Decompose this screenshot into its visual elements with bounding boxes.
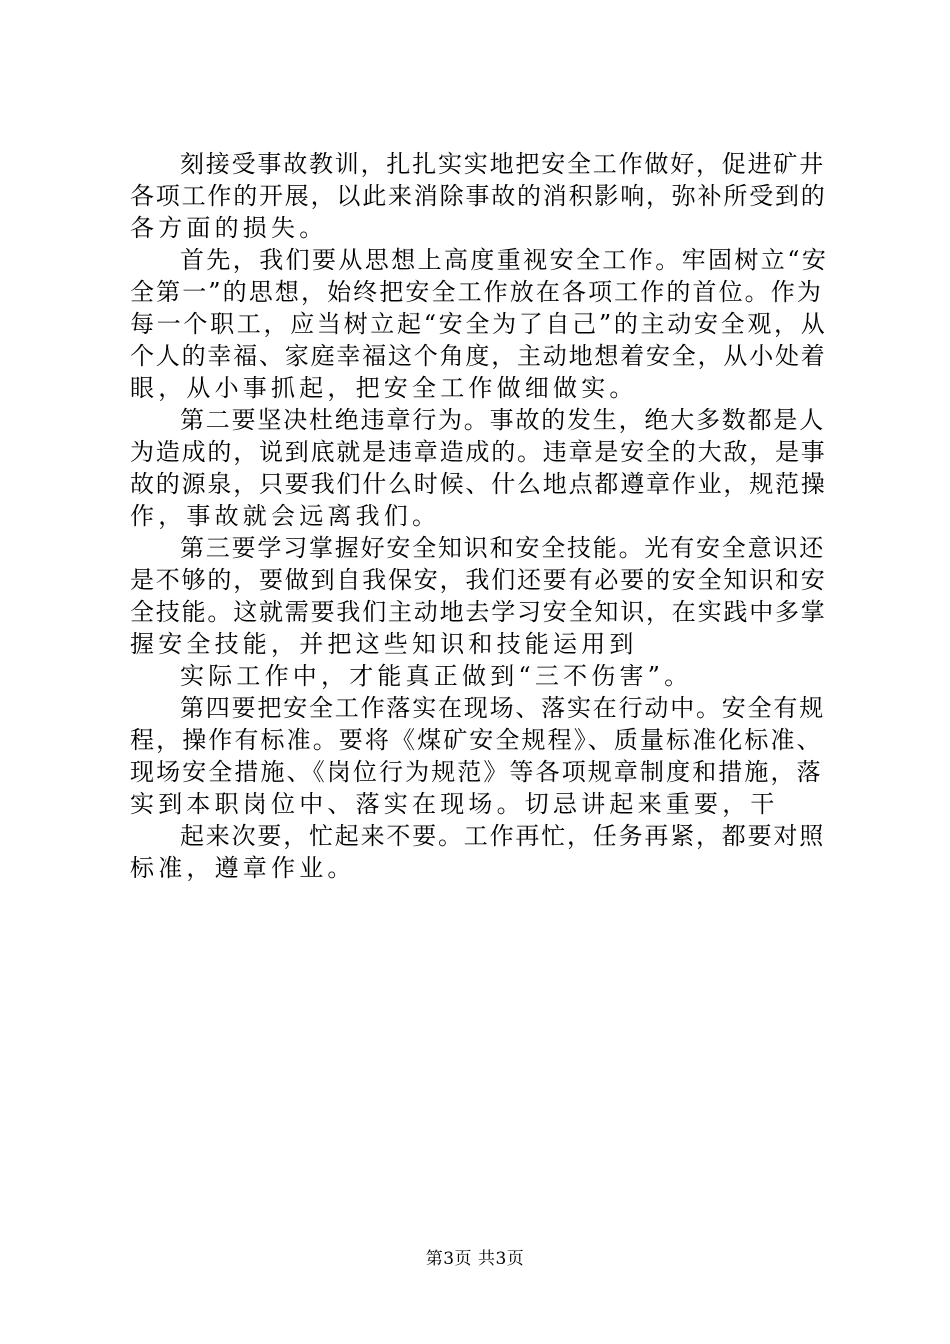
- text-line: 第四要把安全工作落实在现场、落实在行动中。安全有规: [180, 694, 825, 722]
- text-line: 标准，遵章作业。: [130, 854, 356, 882]
- page-footer: 第3页 共3页: [425, 1249, 525, 1269]
- text-line: 故的源泉，只要我们什么时候、什么地点都遵章作业，规范操: [130, 470, 827, 498]
- text-line: 各方面的损失。: [130, 214, 328, 242]
- text-line: 实到本职岗位中、落实在现场。切忌讲起来重要，干: [130, 790, 779, 818]
- text-line: 实际工作中，才能真正做到“三不伤害”。: [180, 662, 693, 690]
- text-line: 个人的幸福、家庭幸福这个角度，主动地想着安全，从小处着: [130, 342, 827, 370]
- text-line: 第二要坚决杜绝违章行为。事故的发生，绝大多数都是人: [180, 406, 825, 434]
- text-line: 全第一”的思想，始终把安全工作放在各项工作的首位。作为: [130, 278, 823, 306]
- text-line: 程，操作有标准。要将《煤矿安全规程》、质量标准化标准、: [130, 726, 823, 754]
- text-line: 各项工作的开展，以此来消除事故的消积影响，弥补所受到的: [130, 182, 827, 210]
- text-line: 起来次要，忙起来不要。工作再忙，任务再紧，都要对照: [180, 822, 825, 850]
- text-line: 是不够的，要做到自我保安，我们还要有必要的安全知识和安: [130, 566, 827, 594]
- text-line: 首先，我们要从思想上高度重视安全工作。牢固树立“安: [180, 246, 829, 274]
- text-line: 现场安全措施、《岗位行为规范》等各项规章制度和措施，落: [130, 758, 823, 786]
- text-line: 为造成的，说到底就是违章造成的。违章是安全的大敌，是事: [130, 438, 827, 466]
- text-line: 刻接受事故教训，扎扎实实地把安全工作做好，促进矿井: [180, 150, 825, 178]
- text-line: 每一个职工，应当树立起“安全为了自己”的主动安全观，从: [130, 310, 828, 338]
- text-line: 第三要学习掌握好安全知识和安全技能。光有安全意识还: [180, 534, 825, 562]
- text-line: 握安全技能，并把这些知识和技能运用到: [130, 630, 638, 658]
- text-line: 作，事故就会远离我们。: [130, 502, 441, 530]
- text-line: 全技能。这就需要我们主动地去学习安全知识，在实践中多掌: [130, 598, 827, 626]
- text-line: 眼，从小事抓起，把安全工作做细做实。: [130, 374, 638, 402]
- document-body: [130, 148, 830, 884]
